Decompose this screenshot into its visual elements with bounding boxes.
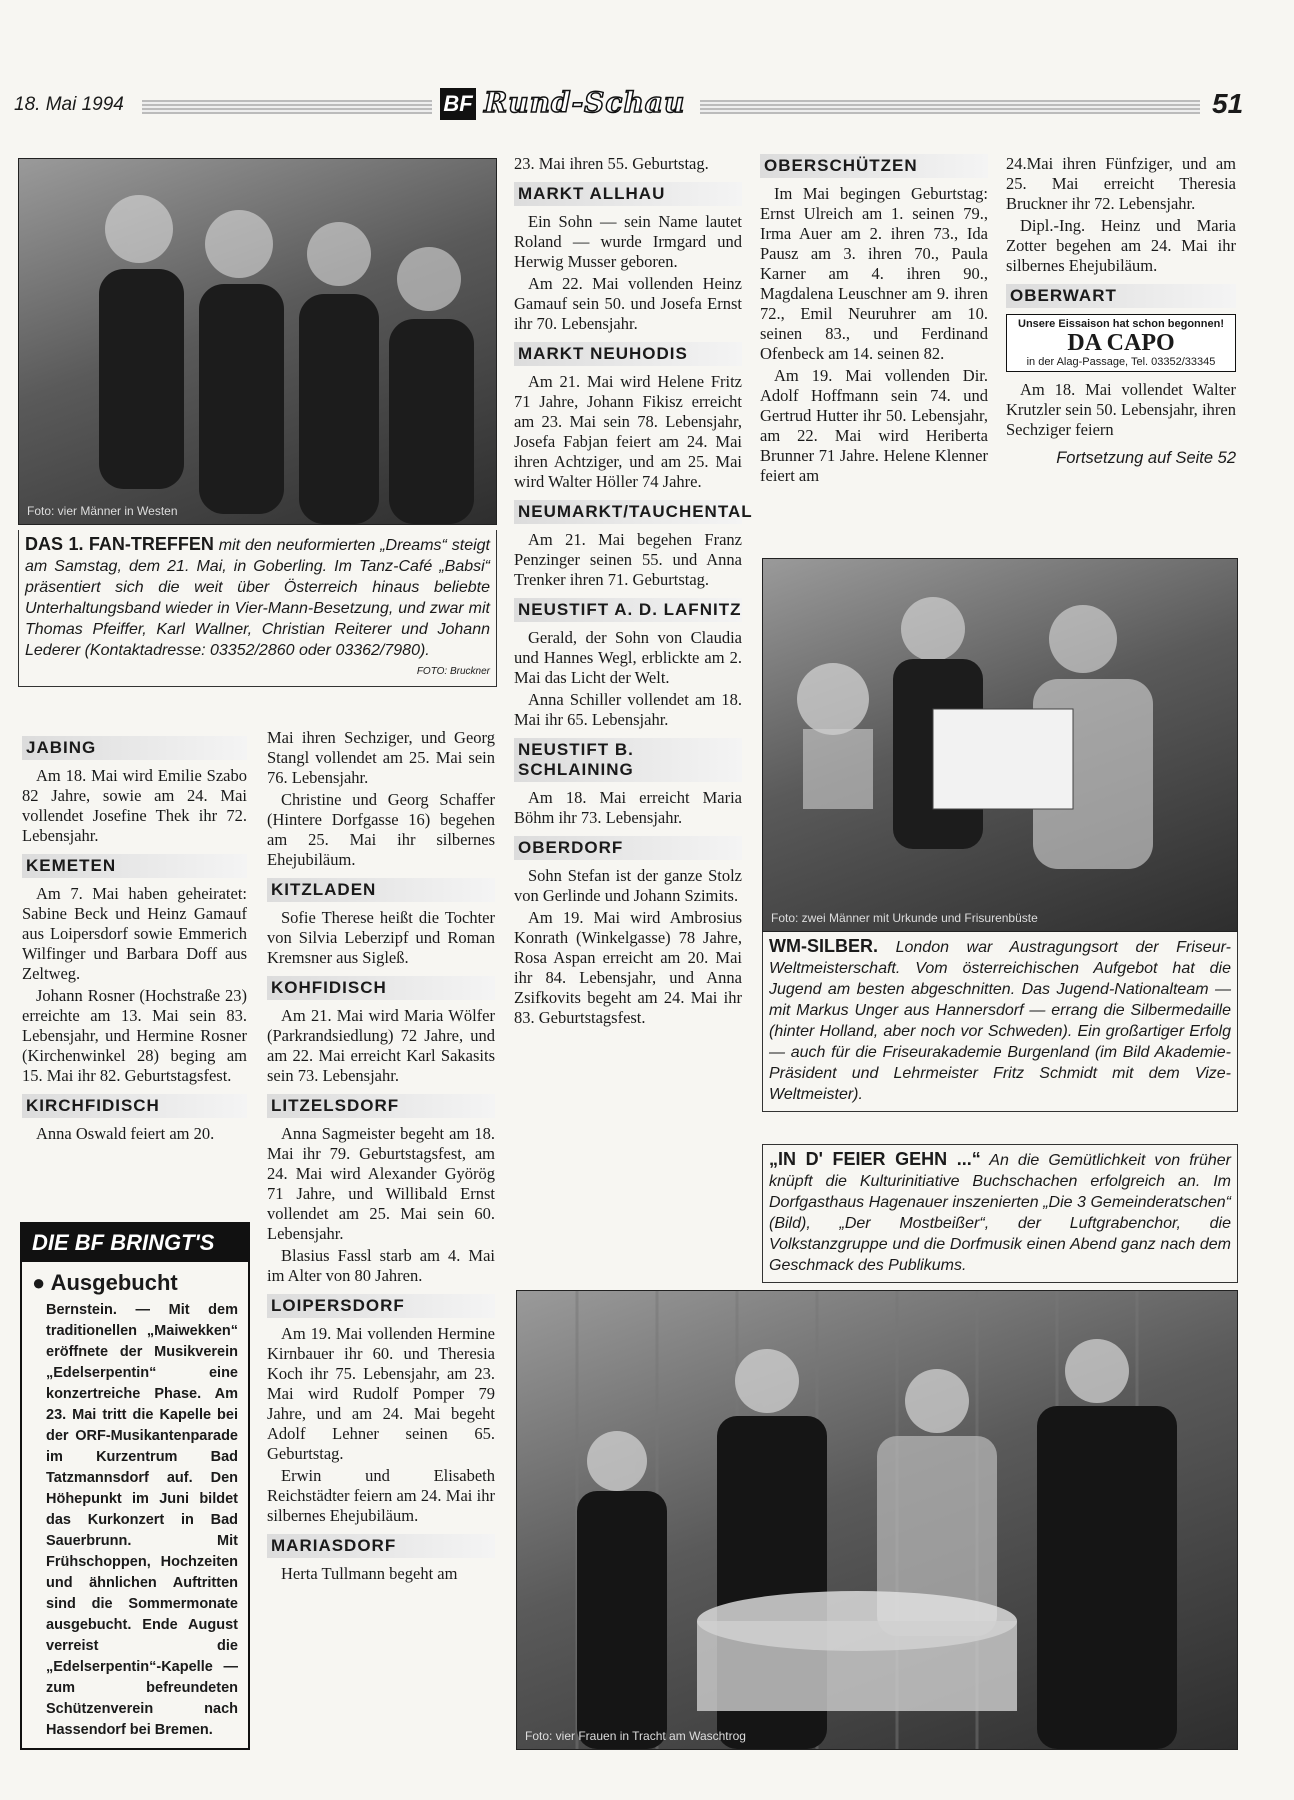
- text-jabing: Am 18. Mai wird Emilie Szabo 82 Jahre, sowie am 24. Mai vollendet Josefine Thek ihr 72. Lebensjahr.: [22, 766, 247, 845]
- page-number: 51: [1212, 88, 1244, 119]
- theater-photo: [516, 1290, 1238, 1750]
- hairdresser-photo: [762, 558, 1238, 932]
- column-3: [514, 154, 753, 1030]
- info-box-title: DIE BF BRINGT'S: [22, 1224, 248, 1262]
- theater-photo-label: Foto: vier Frauen in Tracht am Waschtrog: [525, 1729, 746, 1743]
- text-col3-continued: 23. Mai ihren 55. Geburtstag.: [514, 154, 709, 173]
- text-schaffer: Christine und Georg Schaffer (Hintere Dorfgasse 16) begehen am 25. Mai ihr silbernes Ehejubiläum.: [267, 790, 495, 869]
- band-photo-figures: [19, 159, 496, 524]
- feier-caption: [762, 1144, 1238, 1283]
- column-5: [1006, 154, 1236, 470]
- text-kemeten-1: Am 7. Mai haben geheiratet: Sabine Beck und Heinz Gamauf aus Loipersdorf sowie Emmerich Wilfinger und Barbara Doff aus Zeltweg.: [22, 884, 247, 983]
- ad-brand: DA CAPO: [1067, 330, 1175, 356]
- text-neuhodis: Am 21. Mai wird Helene Fritz 71 Jahre, Johann Fikisz erreicht am 23. Mai sein 78. Lebensjahr, Josefa Fabjan feiert am 24. Mai ihren Achtziger, und am 25. Mai wird Walter Höller 74 Jahre.: [514, 372, 742, 491]
- text-neumarkt: Am 21. Mai begehen Franz Penzinger seinen 55. und Anna Trenker ihren 71. Geburtstag.: [514, 530, 742, 589]
- heading-kemeten: KEMETEN: [22, 854, 247, 878]
- text-mariasdorf: Herta Tullmann begeht am: [281, 1564, 458, 1583]
- text-kemeten-2: Johann Rosner (Hochstraße 23) erreichte am 13. Mai sein 83. Lebensjahr, und Hermine Rosner (Kirchenwinkel 28) beging am 15. Mai ihr 82. Geburtstagsfest.: [22, 986, 247, 1085]
- text-oberdorf-2: Am 19. Mai wird Ambrosius Konrath (Winkelgasse) 78 Jahre, Rosa Aspan erreicht am 20. Mai ihr 84. Lebensjahr, und Anna Zsifkovits begeht am 24. Mai ihr 83. Geburtstagsfest.: [514, 908, 742, 1027]
- heading-oberschuetzen: OBERSCHÜTZEN: [760, 154, 988, 178]
- hairdresser-caption: [762, 932, 1238, 1112]
- band-photo-caption: [18, 530, 497, 687]
- continued-note: Fortsetzung auf Seite 52: [1056, 449, 1236, 467]
- text-oberschuetzen-2: Am 19. Mai vollenden Dir. Adolf Hoffmann sein 74. und Gertrud Hutter ihr 50. Lebensjahr, am 22. Mai wird Heriberta Brunner 71 Jahre. Helene Klenner feiert am: [760, 366, 988, 485]
- theater-photo-figures: [517, 1291, 1237, 1749]
- caption-text-feier: An die Gemütlichkeit von früher knüpft die Kulturinitiative Buchschachen erfolgreich an. Im Dorfgasthaus Hagenauer inszenierten „Die 3 Gemeinderatschen“ (Bild), „Der Mostbeißer“, der Luftgrabenchor, die Volkstanzgruppe und die Dorfmusik einen Abend ganz nach dem Geschmack des Publikums.: [769, 1152, 1231, 1274]
- heading-kitzladen: KITZLADEN: [267, 878, 495, 902]
- text-allhau-2: Am 22. Mai vollenden Heinz Gamauf sein 50. und Josefa Ernst ihr 70. Lebensjahr.: [514, 274, 742, 333]
- column-2: [267, 728, 495, 1586]
- info-box-text: Bernstein. — Mit dem traditionellen „Maiwekken“ eröffnete der Musikverein „Edelserpentin“ eine konzertreiche Phase. Am 23. Mai tritt die Kapelle bei der ORF-Musikantenparade im Kurzentrum Bad Tatzmannsdorf auf. Den Höhepunkt im Juni bildet das Kurkonzert in Bad Sauerbrunn. Mit Frühschoppen, Hochzeiten und ähnlichen Auftritten sind die Sommermonate ausgebucht. Ende August verreist die „Edelserpentin“-Kapelle — zum befreundeten Schützenverein nach Hassendorf bei Bremen.: [46, 1302, 238, 1738]
- band-photo-label: Foto: vier Männer in Westen: [27, 504, 178, 518]
- text-kohfidisch: Am 21. Mai wird Maria Wölfer (Parkrandsiedlung) 72 Jahre, und am 22. Mai erreicht Karl Sakasits sein 73. Lebensjahr.: [267, 1006, 495, 1085]
- band-photo: [18, 158, 497, 525]
- heading-jabing: JABING: [22, 736, 247, 760]
- caption-lead: DAS 1. FAN-TREFFEN: [25, 534, 214, 554]
- text-loipersdorf-1: Am 19. Mai vollenden Hermine Kirnbauer ihr 60. und Theresia Koch ihr 75. Lebensjahr, am 23. Mai wird Rudolf Pomper 79 Jahre, und am 24. Mai begeht Adolf Lehner seinen 65. Geburtstag.: [267, 1324, 495, 1463]
- text-lafnitz-1: Gerald, der Sohn von Claudia und Hannes Wegl, erblickte am 2. Mai das Licht der Welt.: [514, 628, 742, 687]
- heading-kirchfidisch: KIRCHFIDISCH: [22, 1094, 247, 1118]
- info-box-headline-text: Ausgebucht: [50, 1270, 178, 1295]
- caption-lead-feier: „IN D' FEIER GEHN ...“: [769, 1149, 981, 1169]
- text-kitzladen: Sofie Therese heißt die Tochter von Silvia Leberzipf und Roman Kremsner aus Sigleß.: [267, 908, 495, 967]
- heading-neumarkt: NEUMARKT/TAUCHENTAL: [514, 500, 742, 524]
- hairdresser-photo-label: Foto: zwei Männer mit Urkunde und Frisurenbüste: [771, 911, 1038, 925]
- masthead-logo: [440, 86, 692, 122]
- heading-markt-allhau: MARKT ALLHAU: [514, 182, 742, 206]
- text-lafnitz-2: Anna Schiller vollendet am 18. Mai ihr 65. Lebensjahr.: [514, 690, 742, 729]
- ad-dacapo: [1006, 314, 1236, 372]
- heading-oberdorf: OBERDORF: [514, 836, 742, 860]
- heading-neustift-schlaining: NEUSTIFT B. SCHLAINING: [514, 738, 742, 782]
- text-oberwart: Am 18. Mai vollendet Walter Krutzler sein 50. Lebensjahr, ihren Sechziger feiern: [1006, 380, 1236, 439]
- text-litzelsdorf-1: Anna Sagmeister begeht am 18. Mai ihr 79. Geburtstagsfest, am 24. Mai wird Alexander Györög 71 Jahre, und Willibald Ernst vollendet am 25. Mai sein 60. Lebensjahr.: [267, 1124, 495, 1243]
- header-rule-right: [700, 100, 1200, 114]
- header-rule-left: [142, 100, 432, 114]
- photo-credit: FOTO: Bruckner: [416, 666, 490, 677]
- heading-mariasdorf: MARIASDORF: [267, 1534, 495, 1558]
- hairdresser-photo-figures: [763, 559, 1237, 931]
- heading-kohfidisch: KOHFIDISCH: [267, 976, 495, 1000]
- text-zotter: Dipl.-Ing. Heinz und Maria Zotter begehen am 24. Mai ihr silbernes Ehejubiläum.: [1006, 216, 1236, 275]
- heading-loipersdorf: LOIPERSDORF: [267, 1294, 495, 1318]
- text-kirchfidisch: Anna Oswald feiert am 20.: [36, 1124, 215, 1143]
- text-loipersdorf-2: Erwin und Elisabeth Reichstädter feiern am 24. Mai ihr silbernes Ehejubiläum.: [267, 1466, 495, 1525]
- logo-bf: BF: [440, 88, 476, 120]
- heading-litzelsdorf: LITZELSDORF: [267, 1094, 495, 1118]
- heading-oberwart: OBERWART: [1006, 284, 1236, 308]
- text-oberschuetzen-1: Im Mai begingen Geburtstag: Ernst Ulreich am 1. seinen 79., Irma Auer am 2. ihren 73., Ida Pausz am 3. ihren 70., Paula Karner am 4. ihren 90., Magdalena Leuschner am 9. ihren 72., Emil Neuruhrer am 10. seinen 83., und Ferdinand Ofenbeck am 14. seinen 82.: [760, 184, 988, 363]
- logo-rundschau: Rund-Schau: [484, 86, 686, 119]
- ad-line-2: in der Alag-Passage, Tel. 03352/33345: [1026, 356, 1216, 368]
- caption-lead-wm: WM-SILBER.: [769, 936, 878, 956]
- column-4: [760, 154, 988, 488]
- bullet-icon: ●: [32, 1270, 46, 1295]
- caption-text: mit den neuformierten „Dreams“ steigt am Samstag, dem 21. Mai, in Goberling. Im Tanz-Café „Babsi“ präsentiert sich die weit über Österreich hinaus beliebte Unterhaltungsband wieder in Vier-Mann-Besetzung, und zwar mit Thomas Pfeiffer, Karl Wallner, Christian Reiterer und Johann Lederer (Kontaktadresse: 03352/2860 oder 03362/7980).: [25, 537, 490, 659]
- text-litzelsdorf-2: Blasius Fassl starb am 4. Mai im Alter von 80 Jahren.: [267, 1246, 495, 1285]
- text-col5-continued: 24.Mai ihren Fünfziger, und am 25. Mai erreicht Theresia Bruckner ihr 72. Lebensjahr.: [1006, 154, 1236, 213]
- heading-markt-neuhodis: MARKT NEUHODIS: [514, 342, 742, 366]
- ad-line-1: Unsere Eissaison hat schon begonnen!: [1018, 318, 1224, 330]
- info-box: [20, 1222, 250, 1750]
- caption-text-wm: London war Austragungsort der Friseur-Weltmeisterschaft. Vom österreichischen Aufgebot hat die Jugend am besten abgeschnitten. Das Jugend-Nationalteam — mit Markus Unger aus Hannersdorf — errang die Silbermedaille (hinter Holland, aber noch vor Schweden). Ein großartiger Erfolg — auch für die Friseurakademie Burgenland (im Bild Akademie-Präsident und Lehrmeister Fritz Schmidt mit dem Vize-Weltmeister).: [769, 939, 1232, 1103]
- column-1: [22, 728, 247, 1146]
- text-schlaining: Am 18. Mai erreicht Maria Böhm ihr 73. Lebensjahr.: [514, 788, 742, 827]
- page-header: [14, 86, 1264, 126]
- text-col2-continued: Mai ihren Sechziger, und Georg Stangl vollendet am 25. Mai sein 76. Lebensjahr.: [267, 728, 495, 787]
- text-allhau-1: Ein Sohn — sein Name lautet Roland — wurde Irmgard und Herwig Musser geboren.: [514, 212, 742, 271]
- info-box-headline: [22, 1262, 248, 1300]
- text-oberdorf-1: Sohn Stefan ist der ganze Stolz von Gerlinde und Johann Szimits.: [514, 866, 742, 905]
- issue-date: 18. Mai 1994: [14, 94, 124, 115]
- heading-neustift-lafnitz: NEUSTIFT A. D. LAFNITZ: [514, 598, 742, 622]
